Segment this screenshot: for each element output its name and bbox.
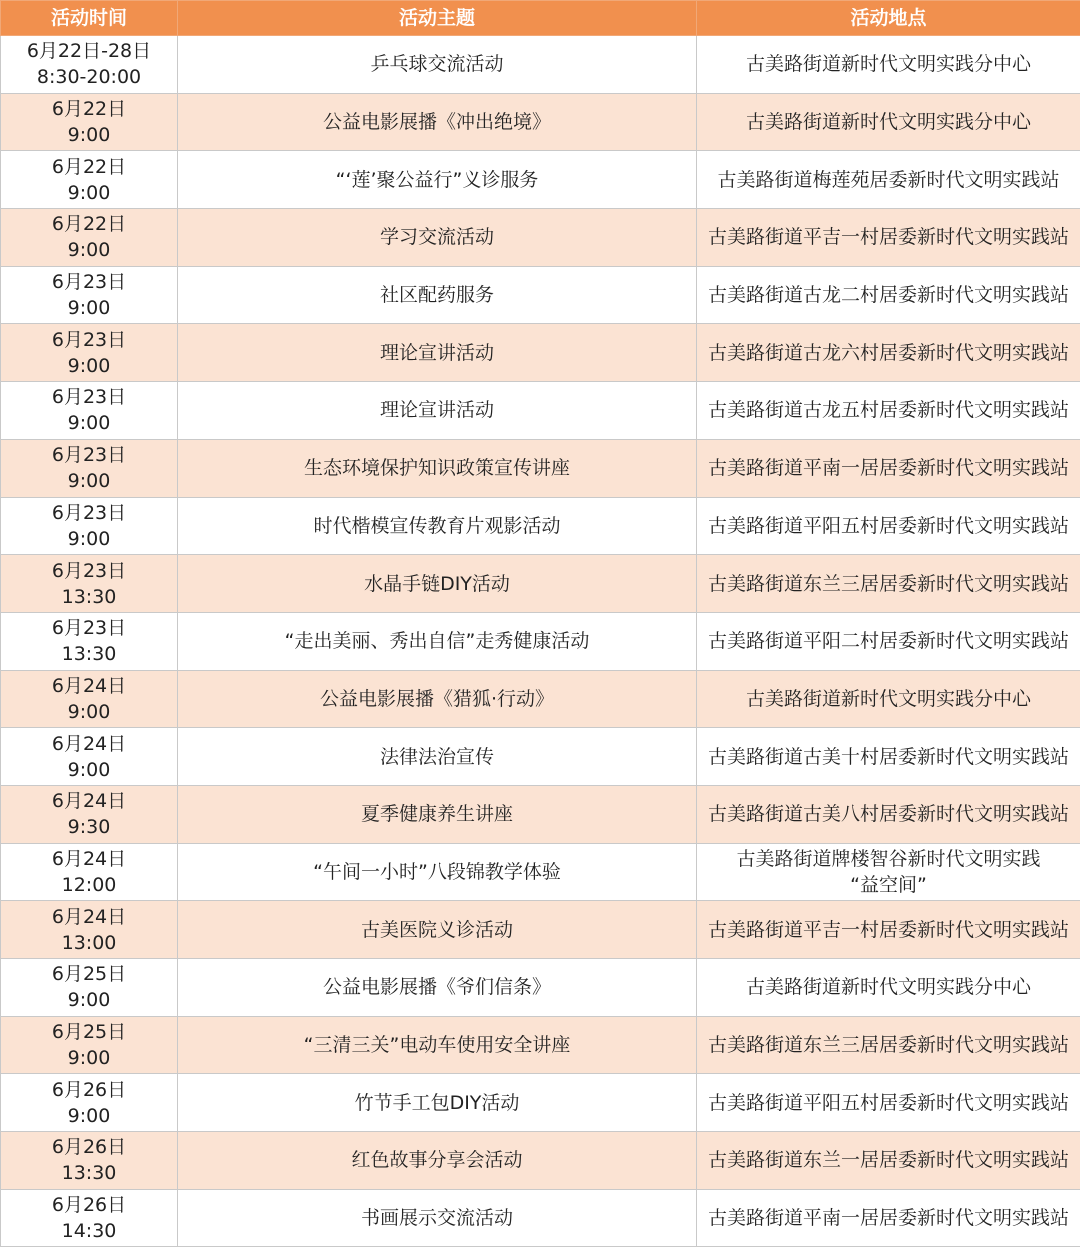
activity-topic: 公益电影展播《猎狐·行动》 (178, 670, 697, 728)
activity-topic: 红色故事分享会活动 (178, 1132, 697, 1190)
table-row (1, 382, 1080, 440)
activity-time: 6月25日 9:00 (1, 1016, 178, 1074)
activity-topic: “‘莲’聚公益行”义诊服务 (178, 151, 697, 209)
activity-topic: 古美医院义诊活动 (178, 901, 697, 959)
header-time: 活动时间 (1, 1, 178, 36)
activity-time: 6月22日 9:00 (1, 151, 178, 209)
activity-topic: “午间一小时”八段锦教学体验 (178, 843, 697, 901)
activity-time: 6月24日 9:00 (1, 728, 178, 786)
activity-place: 古美路街道平吉一村居委新时代文明实践站 (697, 901, 1080, 959)
activity-topic: 时代楷模宣传教育片观影活动 (178, 497, 697, 555)
table-row (1, 324, 1080, 382)
activity-time: 6月24日 9:00 (1, 670, 178, 728)
activity-place: 古美路街道新时代文明实践分中心 (697, 93, 1080, 151)
activity-topic: 竹节手工包DIY活动 (178, 1074, 697, 1132)
activity-topic: 理论宣讲活动 (178, 324, 697, 382)
activity-place: 古美路街道新时代文明实践分中心 (697, 36, 1080, 94)
activity-time: 6月23日 9:00 (1, 324, 178, 382)
activity-topic: 公益电影展播《冲出绝境》 (178, 93, 697, 151)
activity-time: 6月24日 9:30 (1, 785, 178, 843)
activity-topic: 社区配药服务 (178, 266, 697, 324)
activity-topic: 公益电影展播《爷们信条》 (178, 959, 697, 1017)
activity-time: 6月23日 9:00 (1, 439, 178, 497)
activity-time: 6月25日 9:00 (1, 959, 178, 1017)
activity-time: 6月22日-28日 8:30-20:00 (1, 36, 178, 94)
header-place: 活动地点 (697, 1, 1080, 36)
table-row (1, 93, 1080, 151)
activity-topic: 乒乓球交流活动 (178, 36, 697, 94)
table-row (1, 1189, 1080, 1247)
activity-topic: 书画展示交流活动 (178, 1189, 697, 1247)
table-row (1, 959, 1080, 1017)
activity-place: 古美路街道平阳五村居委新时代文明实践站 (697, 497, 1080, 555)
table-row (1, 612, 1080, 670)
activity-place: 古美路街道平阳二村居委新时代文明实践站 (697, 612, 1080, 670)
activity-place: 古美路街道平南一居居委新时代文明实践站 (697, 1189, 1080, 1247)
activity-place: 古美路街道古美十村居委新时代文明实践站 (697, 728, 1080, 786)
activity-time: 6月23日 9:00 (1, 382, 178, 440)
activity-topic: 法律法治宣传 (178, 728, 697, 786)
activity-topic: “三清三关”电动车使用安全讲座 (178, 1016, 697, 1074)
activity-time: 6月26日 14:30 (1, 1189, 178, 1247)
activity-time: 6月26日 13:30 (1, 1132, 178, 1190)
activity-time: 6月23日 9:00 (1, 266, 178, 324)
activity-place: 古美路街道平吉一村居委新时代文明实践站 (697, 209, 1080, 267)
table-row (1, 36, 1080, 94)
activity-time: 6月22日 9:00 (1, 93, 178, 151)
activity-place: 古美路街道平南一居居委新时代文明实践站 (697, 439, 1080, 497)
activity-time: 6月22日 9:00 (1, 209, 178, 267)
activity-topic: 理论宣讲活动 (178, 382, 697, 440)
activity-topic: 学习交流活动 (178, 209, 697, 267)
activity-time: 6月24日 12:00 (1, 843, 178, 901)
activity-place: 古美路街道古美八村居委新时代文明实践站 (697, 785, 1080, 843)
table-row (1, 497, 1080, 555)
activity-time: 6月23日 9:00 (1, 497, 178, 555)
table-row (1, 785, 1080, 843)
activity-place: 古美路街道平阳五村居委新时代文明实践站 (697, 1074, 1080, 1132)
activity-topic: 水晶手链DIY活动 (178, 555, 697, 613)
activity-place: 古美路街道牌楼智谷新时代文明实践 “益空间” (697, 843, 1080, 901)
table-row (1, 728, 1080, 786)
activity-time: 6月26日 9:00 (1, 1074, 178, 1132)
activity-topic: 夏季健康养生讲座 (178, 785, 697, 843)
table-row (1, 901, 1080, 959)
activity-topic: “走出美丽、秀出自信”走秀健康活动 (178, 612, 697, 670)
table-row (1, 670, 1080, 728)
table-row (1, 1074, 1080, 1132)
activity-place: 古美路街道梅莲苑居委新时代文明实践站 (697, 151, 1080, 209)
activity-place: 古美路街道古龙六村居委新时代文明实践站 (697, 324, 1080, 382)
table-row (1, 209, 1080, 267)
activity-topic: 生态环境保护知识政策宣传讲座 (178, 439, 697, 497)
activity-place: 古美路街道东兰三居居委新时代文明实践站 (697, 555, 1080, 613)
activity-time: 6月23日 13:30 (1, 555, 178, 613)
activity-place: 古美路街道东兰三居居委新时代文明实践站 (697, 1016, 1080, 1074)
table-header-row (1, 1, 1080, 36)
activity-time: 6月24日 13:00 (1, 901, 178, 959)
activity-place: 古美路街道新时代文明实践分中心 (697, 959, 1080, 1017)
activity-place: 古美路街道新时代文明实践分中心 (697, 670, 1080, 728)
activity-place: 古美路街道古龙五村居委新时代文明实践站 (697, 382, 1080, 440)
table-row (1, 439, 1080, 497)
table-row (1, 151, 1080, 209)
table-row (1, 1132, 1080, 1190)
activity-place: 古美路街道古龙二村居委新时代文明实践站 (697, 266, 1080, 324)
activity-time: 6月23日 13:30 (1, 612, 178, 670)
table-row (1, 843, 1080, 901)
activity-place: 古美路街道东兰一居居委新时代文明实践站 (697, 1132, 1080, 1190)
table-row (1, 555, 1080, 613)
table-row (1, 266, 1080, 324)
table-row (1, 1016, 1080, 1074)
header-topic: 活动主题 (178, 1, 697, 36)
